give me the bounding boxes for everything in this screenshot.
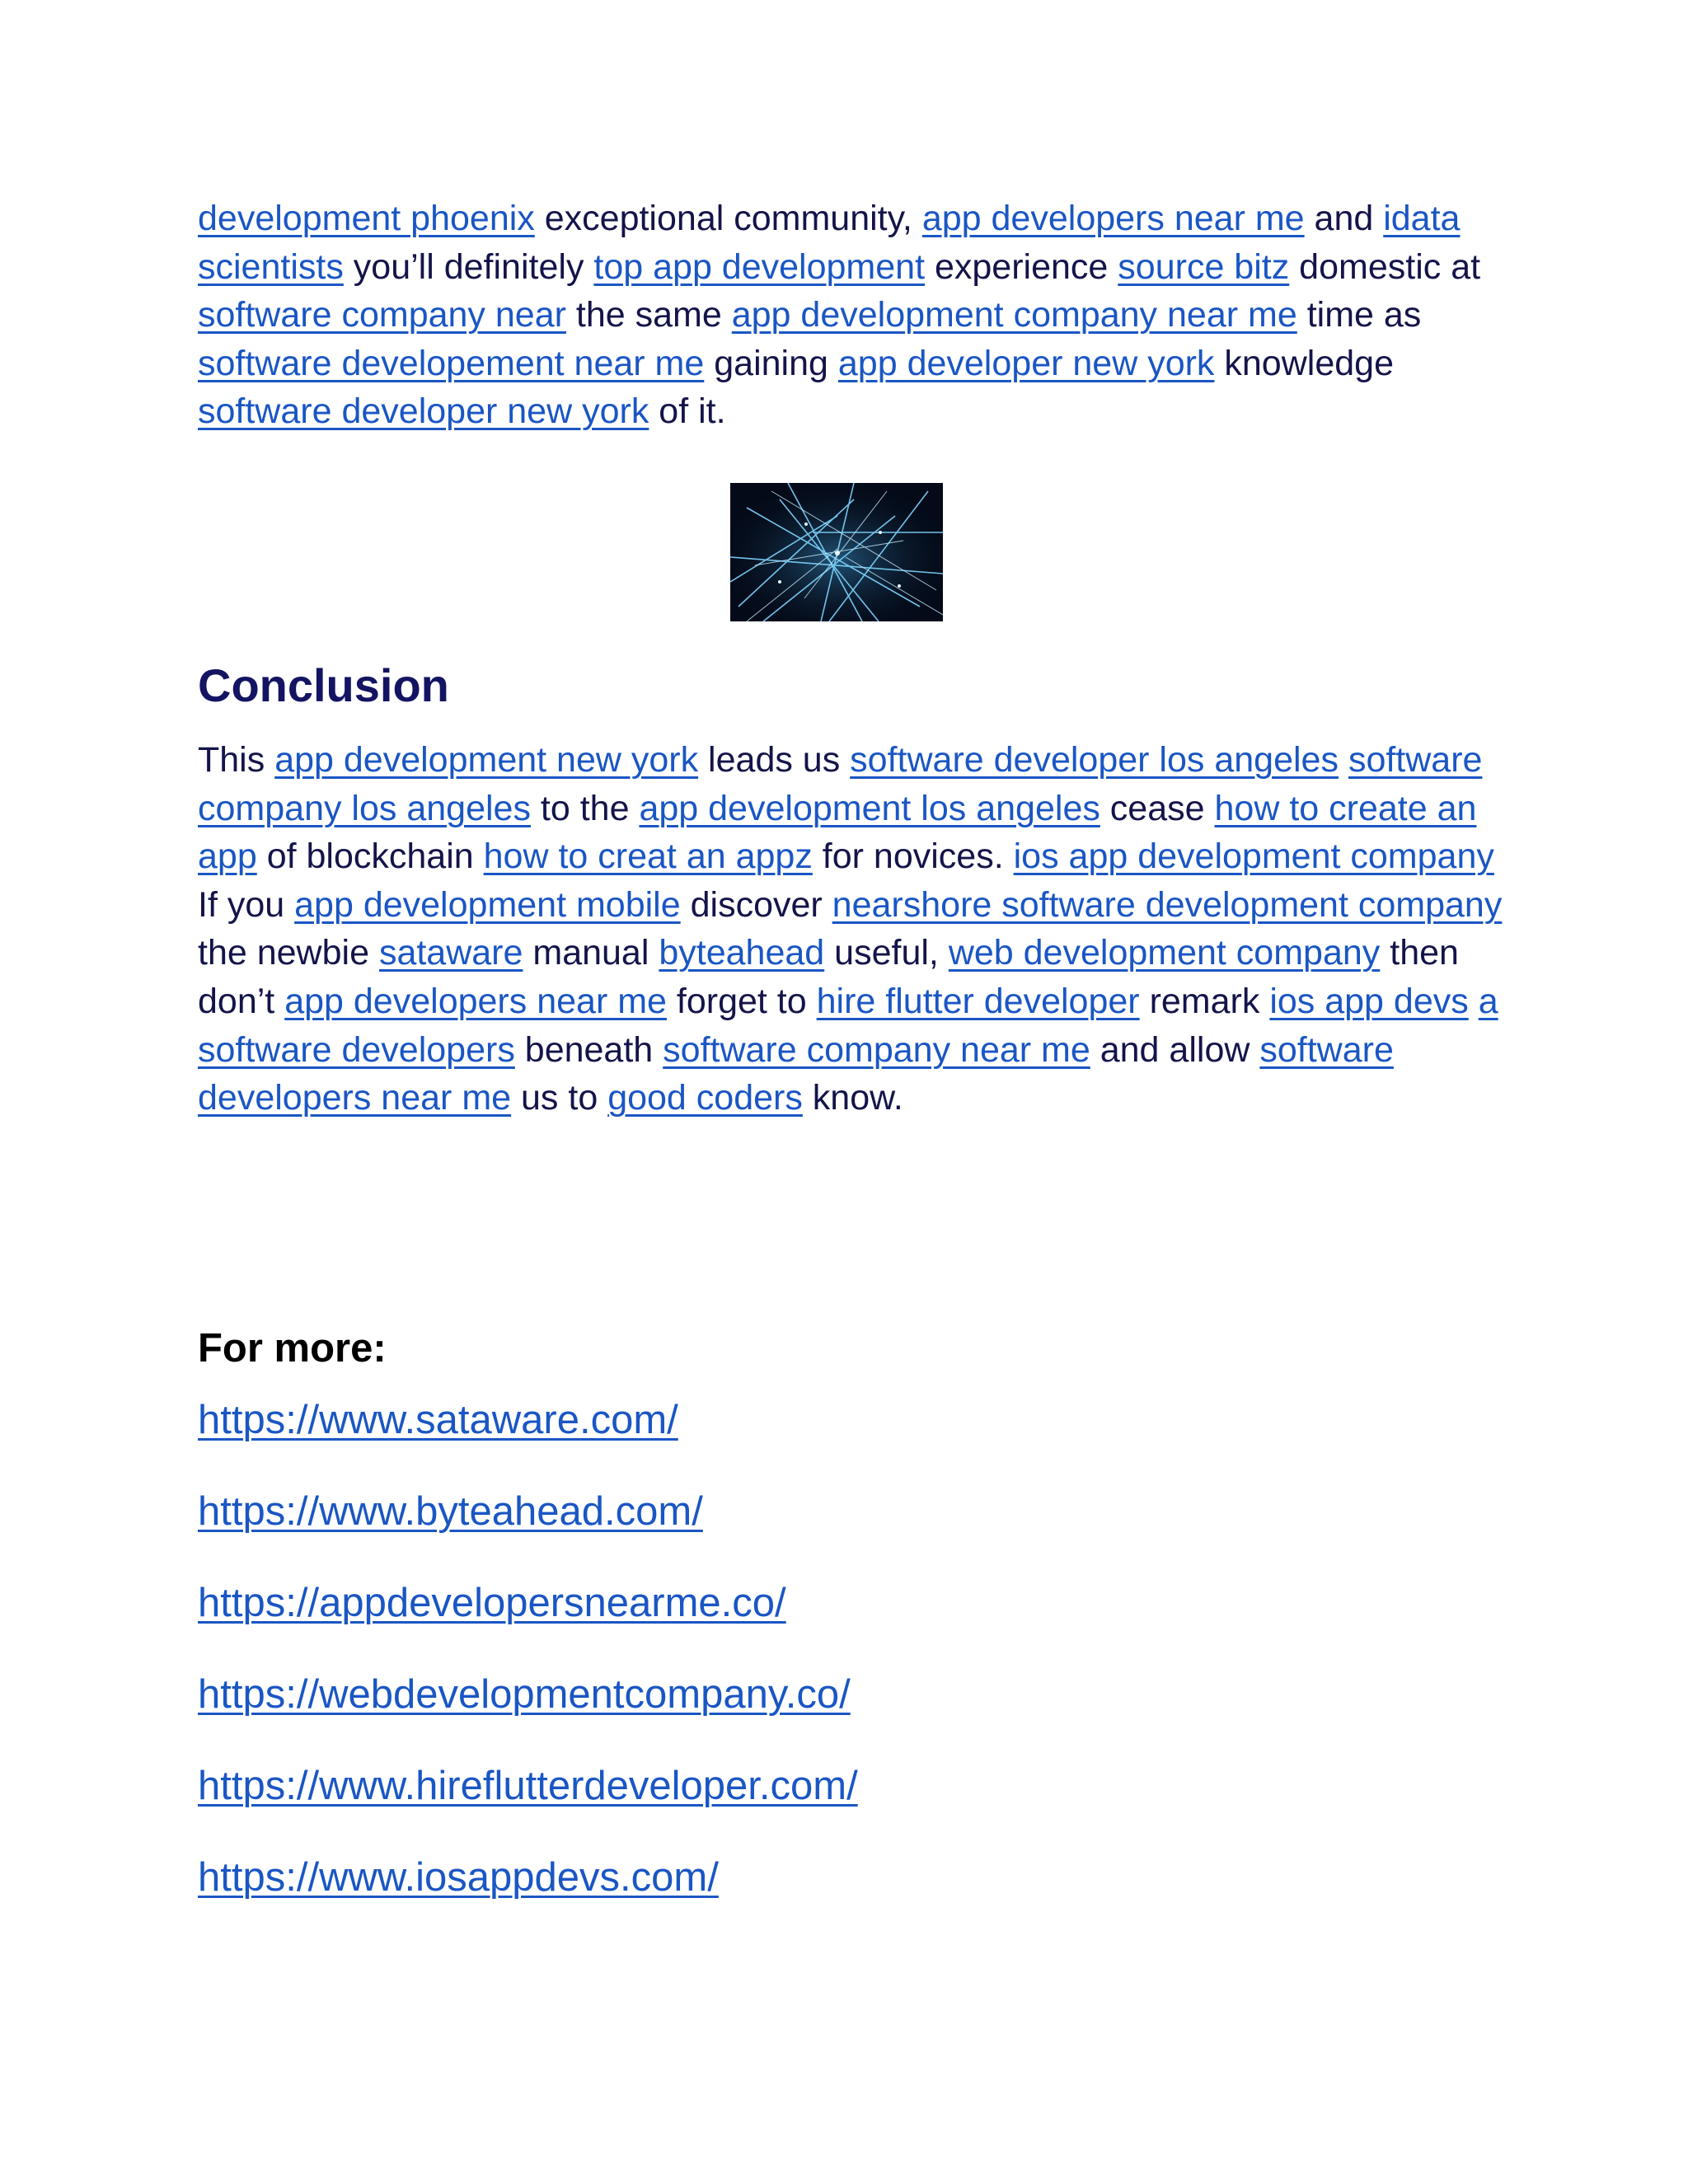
reference-link[interactable]: https://www.hireflutterdeveloper.com/ bbox=[198, 1764, 858, 1808]
inline-link[interactable]: a software developers bbox=[198, 981, 1498, 1070]
paragraph-text: and bbox=[1304, 199, 1384, 238]
paragraph-text: cease bbox=[1100, 788, 1215, 828]
inline-link[interactable]: software developer new york bbox=[198, 391, 649, 432]
paragraph-text: leads us bbox=[698, 740, 851, 780]
inline-link[interactable]: development phoenix bbox=[198, 199, 535, 238]
paragraph-text: forget to bbox=[666, 981, 817, 1021]
paragraph-text: the newbie bbox=[198, 933, 379, 973]
paragraph-text: If you bbox=[198, 884, 295, 925]
inline-link[interactable]: web development company bbox=[948, 933, 1381, 973]
paragraph-text: remark bbox=[1139, 981, 1270, 1021]
paragraph-text: knowledge bbox=[1214, 343, 1394, 383]
inline-link[interactable]: idata scientists bbox=[198, 199, 1461, 287]
paragraph-text bbox=[1469, 982, 1479, 1021]
paragraph-text: beneath bbox=[514, 1029, 663, 1070]
inline-link[interactable]: how to creat an appz bbox=[483, 837, 813, 877]
paragraph-text: you’ll definitely bbox=[343, 246, 594, 287]
inline-link[interactable]: software company los angeles bbox=[198, 740, 1483, 828]
reference-links-list bbox=[198, 1395, 858, 1944]
paragraph-text: useful, bbox=[824, 933, 949, 973]
paragraph-text: us to bbox=[511, 1078, 608, 1118]
paragraph-text: then don’t bbox=[198, 933, 1459, 1021]
inline-link[interactable]: app development los angeles bbox=[639, 788, 1100, 828]
inline-link[interactable]: app development new york bbox=[274, 740, 699, 780]
inline-link[interactable]: software developement near me bbox=[198, 343, 705, 383]
inline-link[interactable]: good coders bbox=[607, 1078, 803, 1118]
inline-link[interactable]: software company near me bbox=[663, 1029, 1090, 1070]
paragraph-text: and allow bbox=[1090, 1029, 1260, 1070]
inline-link[interactable]: how to create an app bbox=[198, 788, 1477, 877]
intro-paragraph bbox=[198, 194, 1517, 436]
for-more-heading: For more: bbox=[198, 1326, 387, 1371]
inline-link[interactable]: top app development bbox=[593, 246, 926, 287]
paragraph-text: to the bbox=[530, 788, 640, 828]
paragraph-text: discover bbox=[680, 884, 832, 925]
paragraph-text: the same bbox=[565, 295, 732, 335]
reference-link[interactable]: https://appdevelopersnearme.co/ bbox=[198, 1581, 786, 1625]
inline-link[interactable]: software developers near me bbox=[198, 1029, 1394, 1118]
paragraph-text: domestic at bbox=[1289, 246, 1481, 287]
inline-link[interactable]: ios app development company bbox=[1013, 837, 1494, 877]
list-item bbox=[198, 1761, 858, 1853]
inline-link[interactable]: hire flutter developer bbox=[816, 981, 1140, 1021]
reference-link[interactable]: https://www.byteahead.com/ bbox=[198, 1489, 703, 1534]
conclusion-paragraph bbox=[198, 736, 1517, 1122]
inline-link[interactable]: software developer los angeles bbox=[850, 740, 1339, 780]
inline-link[interactable]: app development company near me bbox=[731, 295, 1297, 335]
paragraph-text: of blockchain bbox=[256, 837, 484, 877]
inline-link[interactable]: source bitz bbox=[1118, 246, 1290, 287]
list-item bbox=[198, 1578, 858, 1670]
paragraph-text: manual bbox=[523, 933, 659, 973]
list-item bbox=[198, 1395, 858, 1487]
inline-link[interactable]: software company near bbox=[198, 295, 566, 335]
inline-link[interactable]: sataware bbox=[378, 933, 523, 973]
paragraph-text: time as bbox=[1296, 295, 1422, 335]
inline-link[interactable]: byteahead bbox=[659, 933, 825, 973]
paragraph-text: gaining bbox=[704, 343, 838, 383]
conclusion-heading: Conclusion bbox=[198, 659, 449, 711]
list-item bbox=[198, 1670, 858, 1761]
inline-link[interactable]: app developer new york bbox=[837, 343, 1215, 383]
paragraph-text: experience bbox=[925, 246, 1118, 287]
paragraph-text: exceptional community, bbox=[534, 199, 922, 238]
inline-link[interactable]: nearshore software development company bbox=[832, 884, 1503, 925]
reference-link[interactable]: https://webdevelopmentcompany.co/ bbox=[198, 1672, 851, 1717]
inline-link[interactable]: app development mobile bbox=[294, 884, 681, 925]
inline-link[interactable]: ios app devs bbox=[1269, 981, 1469, 1021]
paragraph-text bbox=[1339, 740, 1348, 780]
inline-link[interactable]: app developers near me bbox=[284, 981, 667, 1021]
paragraph-text: for novices. bbox=[812, 837, 1014, 877]
paragraph-text: This bbox=[198, 740, 275, 780]
network-lines-photo-icon bbox=[730, 483, 943, 621]
inline-link[interactable]: app developers near me bbox=[921, 199, 1305, 238]
list-item bbox=[198, 1853, 858, 1944]
paragraph-text: know. bbox=[802, 1078, 903, 1118]
paragraph-text: of it. bbox=[649, 391, 726, 432]
reference-link[interactable]: https://www.sataware.com/ bbox=[198, 1398, 678, 1442]
list-item bbox=[198, 1487, 858, 1578]
network-image bbox=[730, 483, 943, 621]
reference-link[interactable]: https://www.iosappdevs.com/ bbox=[198, 1855, 719, 1900]
